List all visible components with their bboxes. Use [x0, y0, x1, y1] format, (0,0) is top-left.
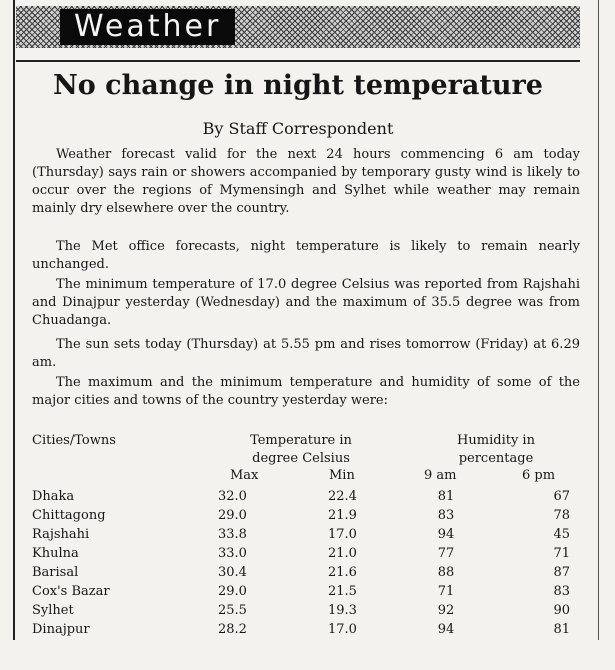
min-temp: 21.5 [328, 584, 357, 599]
byline: By Staff Correspondent [202, 119, 394, 138]
min-temp: 17.0 [328, 527, 357, 542]
header-temperature [230, 432, 372, 468]
city-name: Khulna [32, 546, 79, 561]
humidity-6pm: 81 [553, 622, 570, 637]
city-name: Sylhet [32, 603, 74, 618]
header-humidity-line1: Humidity in [457, 433, 535, 448]
table-row [32, 545, 580, 563]
table-row [32, 526, 580, 544]
humidity-9am: 81 [437, 489, 455, 504]
humidity-6pm: 90 [553, 603, 570, 618]
humidity-9am: 71 [437, 584, 455, 599]
city-name: Cox's Bazar [32, 584, 110, 599]
max-temp: 28.2 [218, 622, 247, 637]
humidity-6pm: 45 [553, 527, 570, 542]
min-temp: 21.6 [328, 565, 357, 580]
min-temp: 19.3 [328, 603, 357, 618]
column-rule-right [598, 0, 599, 640]
table-row [32, 488, 580, 506]
section-banner [16, 6, 580, 48]
min-temp: 21.9 [328, 508, 357, 523]
min-temp: 21.0 [328, 546, 357, 561]
banner-divider [16, 60, 580, 62]
paragraph-table-intro: The maximum and the minimum temperature and humidity of some of the major cities and towns of the country yesterday were: [32, 375, 580, 408]
subheader-9am: 9 am [424, 468, 457, 483]
table-row [32, 621, 580, 639]
paragraph-min-max: The minimum temperature of 17.0 degree Celsius was reported from Rajshahi and Dinajpur yesterday (Wednesday) and the maximum of 35.5 degree was from Chuadanga. [32, 277, 580, 328]
humidity-9am: 83 [437, 508, 455, 523]
paragraph-sunset: The sun sets today (Thursday) at 5.55 pm and rises tomorrow (Friday) at 6.29 am. [32, 337, 580, 370]
humidity-6pm: 71 [553, 546, 570, 561]
city-name: Chittagong [32, 508, 106, 523]
paragraph-night-temperature: The Met office forecasts, night temperature is likely to remain nearly unchanged. [32, 239, 580, 272]
headline: No change in night temperature [53, 70, 543, 101]
header-humidity [432, 432, 560, 468]
min-temp: 22.4 [328, 489, 357, 504]
section-title: Weather [60, 9, 235, 45]
humidity-6pm: 67 [553, 489, 570, 504]
max-temp: 30.4 [218, 565, 247, 580]
max-temp: 29.0 [218, 584, 247, 599]
column-rule-left [13, 0, 15, 640]
table-row [32, 583, 580, 601]
humidity-9am: 92 [437, 603, 455, 618]
table-row [32, 564, 580, 582]
subheader-max: Max [230, 468, 259, 483]
city-name: Dhaka [32, 489, 75, 504]
city-name: Rajshahi [32, 527, 90, 542]
humidity-9am: 77 [437, 546, 455, 561]
humidity-9am: 94 [437, 622, 455, 637]
humidity-6pm: 87 [553, 565, 570, 580]
humidity-9am: 94 [437, 527, 455, 542]
header-temperature-line1: Temperature in [250, 433, 352, 448]
city-name: Barisal [32, 565, 79, 580]
subheader-6pm: 6 pm [522, 468, 556, 483]
min-temp: 17.0 [328, 622, 357, 637]
city-name: Dinajpur [32, 622, 90, 637]
max-temp: 33.0 [218, 546, 247, 561]
humidity-9am: 88 [437, 565, 455, 580]
subheader-min: Min [329, 468, 355, 483]
header-humidity-line2: percentage [458, 451, 534, 466]
table-row [32, 507, 580, 525]
max-temp: 33.8 [218, 527, 247, 542]
header-cities: Cities/Towns [32, 433, 116, 448]
humidity-6pm: 83 [553, 584, 570, 599]
table-row [32, 602, 580, 620]
paragraph-forecast: Weather forecast valid for the next 24 hours commencing 6 am today (Thursday) says rain or showers accompanied by temporary gusty wind is likely to occur over the regions of Mymensingh and Sylhet while weather may remain mainly dry elsewhere over the country. [32, 147, 580, 216]
max-temp: 25.5 [218, 603, 247, 618]
header-temperature-line2: degree Celsius [252, 451, 350, 466]
max-temp: 32.0 [218, 489, 247, 504]
max-temp: 29.0 [218, 508, 247, 523]
humidity-6pm: 78 [553, 508, 570, 523]
